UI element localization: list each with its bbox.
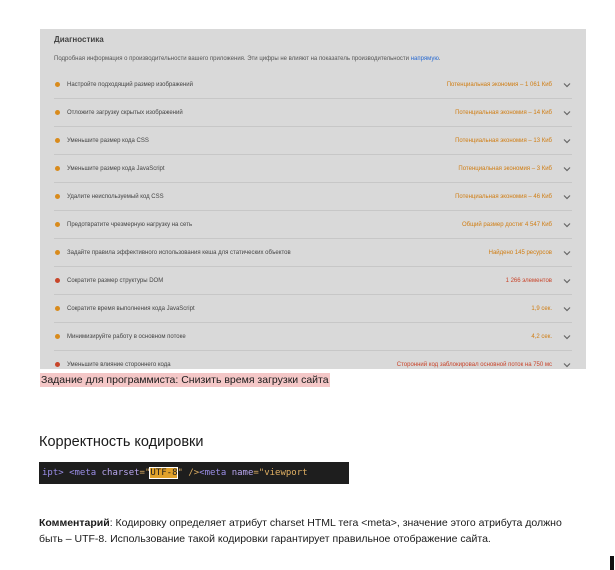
chevron-down-icon[interactable]: [562, 165, 572, 173]
diagnostics-description-text: Подробная информация о производительности вашего приложения. Эти цифры не влияют на показатель производительности: [54, 56, 410, 62]
severity-dot-icon: [55, 82, 60, 87]
diagnostic-row[interactable]: [54, 155, 572, 183]
diagnostic-label: Отложите загрузку скрытых изображений: [67, 109, 183, 116]
severity-dot-icon: [55, 362, 60, 367]
diagnostic-value: Потенциальная экономия – 3 Киб: [458, 165, 552, 172]
severity-dot-icon: [55, 194, 60, 199]
diagnostics-description-link[interactable]: напрямую: [410, 56, 439, 62]
diagnostic-value: 1,9 сек.: [531, 305, 552, 312]
severity-dot-icon: [55, 306, 60, 311]
chevron-down-icon[interactable]: [562, 193, 572, 201]
diagnostic-value: Найдено 145 ресурсов: [488, 249, 552, 256]
chevron-down-icon[interactable]: [562, 333, 572, 341]
code-eq: =": [139, 468, 151, 478]
diagnostic-row[interactable]: [54, 183, 572, 211]
severity-dot-icon: [55, 222, 60, 227]
comment-label: Комментарий: [39, 517, 110, 529]
diagnostic-row[interactable]: [54, 323, 572, 351]
code-snippet: [39, 462, 349, 484]
diagnostic-label: Уменьшите влияние стороннего кода: [67, 361, 171, 368]
code-tag: ipt> <meta: [42, 468, 102, 478]
code-attr: charset: [101, 468, 140, 478]
diagnostics-panel: [40, 29, 586, 369]
diagnostic-value: 4,2 сек.: [531, 333, 552, 340]
diagnostic-value: 1 266 элементов: [505, 277, 552, 284]
diagnostic-label: Удалите неиспользуемый код CSS: [67, 193, 164, 200]
diagnostic-row[interactable]: [54, 239, 572, 267]
diagnostic-value: Потенциальная экономия – 13 Киб: [455, 137, 552, 144]
severity-dot-icon: [55, 334, 60, 339]
diagnostic-row[interactable]: [54, 211, 572, 239]
severity-dot-icon: [55, 110, 60, 115]
comment-paragraph: [39, 516, 587, 547]
diagnostic-row[interactable]: [54, 267, 572, 295]
diagnostic-label: Задайте правила эффективного использования кеша для статических объектов: [67, 249, 291, 256]
diagnostic-label: Сократите размер структуры DOM: [67, 277, 164, 284]
chevron-down-icon[interactable]: [562, 361, 572, 369]
chevron-down-icon[interactable]: [562, 109, 572, 117]
diagnostics-description-suffix: .: [438, 56, 441, 62]
code-str-2: viewport: [264, 468, 308, 478]
diagnostic-row[interactable]: [54, 295, 572, 323]
code-eq-2: =": [253, 468, 265, 478]
severity-dot-icon: [55, 138, 60, 143]
diagnostic-value: Потенциальная экономия – 46 Киб: [455, 193, 552, 200]
task-note: Задание для программиста: Снизить время загрузки сайта: [41, 374, 329, 386]
diagnostic-value: Потенциальная экономия – 14 Киб: [455, 109, 552, 116]
comment-text: : Кодировку определяет атрибут charset HTML тега <meta>, значение этого атрибута должно быть – UTF-8. Использование такой кодировки гарантирует правильное отображение сайта.: [39, 517, 562, 545]
diagnostic-label: Настройте подходящий размер изображений: [67, 81, 193, 88]
code-highlight: UTF-8: [150, 468, 178, 478]
diagnostics-title: Диагностика: [54, 35, 104, 44]
code-tag-2: <meta: [199, 468, 232, 478]
diagnostic-row[interactable]: [54, 127, 572, 155]
chevron-down-icon[interactable]: [562, 305, 572, 313]
text-cursor: [610, 556, 614, 570]
section-heading: Корректность кодировки: [39, 434, 204, 450]
diagnostic-label: Уменьшите размер кода JavaScript: [67, 165, 165, 172]
code-attr-2: name: [231, 468, 254, 478]
diagnostic-label: Минимизируйте работу в основном потоке: [67, 333, 186, 340]
chevron-down-icon[interactable]: [562, 277, 572, 285]
diagnostic-value: Сторонний код заблокировал основной поток на 750 мс: [396, 361, 552, 368]
chevron-down-icon[interactable]: [562, 221, 572, 229]
severity-dot-icon: [55, 250, 60, 255]
diagnostic-value: Общий размер достиг 4 547 Киб: [462, 221, 552, 228]
severity-dot-icon: [55, 166, 60, 171]
diagnostic-label: Сократите время выполнения кода JavaScript: [67, 305, 195, 312]
diagnostic-label: Уменьшите размер кода CSS: [67, 137, 149, 144]
chevron-down-icon[interactable]: [562, 137, 572, 145]
diagnostics-description: [54, 53, 572, 65]
chevron-down-icon[interactable]: [562, 249, 572, 257]
chevron-down-icon[interactable]: [562, 81, 572, 89]
diagnostic-value: Потенциальная экономия – 1 061 Киб: [446, 81, 552, 88]
diagnostic-row[interactable]: [54, 71, 572, 99]
diagnostics-list: [54, 71, 572, 378]
diagnostic-row[interactable]: [54, 99, 572, 127]
diagnostic-label: Предотвратите чрезмерную нагрузку на сеть: [67, 221, 193, 228]
code-end: " />: [177, 468, 200, 478]
severity-dot-icon: [55, 278, 60, 283]
